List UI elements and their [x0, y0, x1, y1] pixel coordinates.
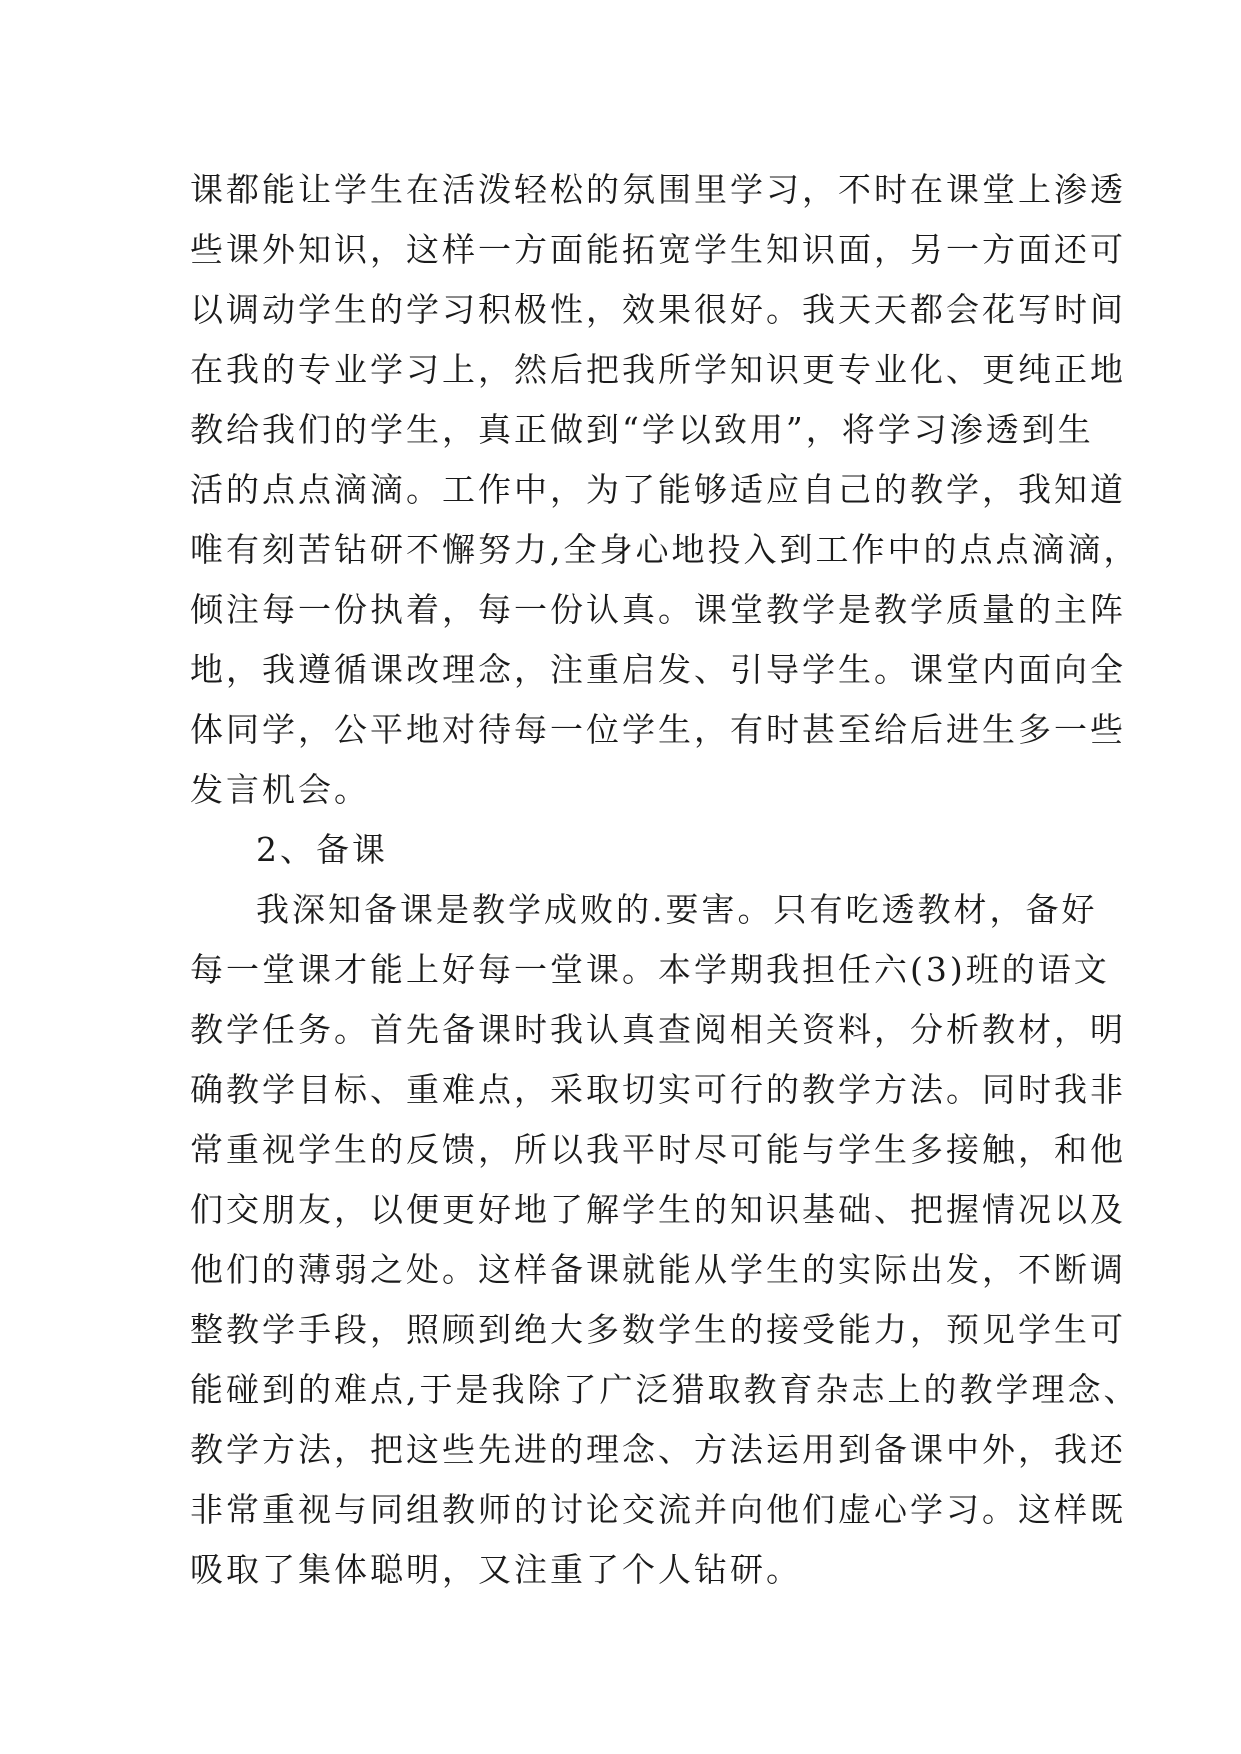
text-line: 非常重视与同组教师的讨论交流并向他们虚心学习。这样既 [190, 1490, 1126, 1529]
text-line: 能碰到的难点,于是我除了广泛猎取教育杂志上的教学理念、 [190, 1370, 1140, 1409]
text-line: 活的点点滴滴。工作中，为了能够适应自己的教学，我知道 [190, 470, 1126, 509]
text-line: 每一堂课才能上好每一堂课。本学期我担任六(3)班的语文 [190, 950, 1110, 989]
text-line: 他们的薄弱之处。这样备课就能从学生的实际出发，不断调 [190, 1250, 1126, 1289]
text-line: 常重视学生的反馈，所以我平时尽可能与学生多接触，和他 [190, 1130, 1126, 1169]
text-line: 体同学，公平地对待每一位学生，有时甚至给后进生多一些 [190, 710, 1126, 749]
text-line: 教学任务。首先备课时我认真查阅相关资料，分析教材，明 [190, 1010, 1126, 1049]
text-line: 教给我们的学生，真正做到“学以致用”，将学习渗透到生 [190, 410, 1094, 449]
text-line: 确教学目标、重难点，采取切实可行的教学方法。同时我非 [190, 1070, 1126, 1109]
text-line: 整教学手段，照顾到绝大多数学生的接受能力，预见学生可 [190, 1310, 1126, 1349]
text-line: 我深知备课是教学成败的.要害。只有吃透教材，备好 [256, 890, 1098, 929]
text-line: 倾注每一份执着，每一份认真。课堂教学是教学质量的主阵 [190, 590, 1126, 629]
paragraph-teaching [190, 160, 1140, 820]
text-line: 地，我遵循课改理念，注重启发、引导学生。课堂内面向全 [190, 650, 1126, 689]
text-line: 们交朋友，以便更好地了解学生的知识基础、把握情况以及 [190, 1190, 1126, 1229]
section-heading: 2、备课 [256, 830, 388, 869]
text-line: 唯有刻苦钻研不懈努力,全身心地投入到工作中的点点滴滴， [190, 530, 1140, 569]
text-line: 些课外知识，这样一方面能拓宽学生知识面，另一方面还可 [190, 230, 1126, 269]
paragraph-lesson-prep [190, 880, 1140, 1600]
document-body [190, 160, 1140, 1600]
text-line: 发言机会。 [190, 770, 370, 809]
text-line: 教学方法，把这些先进的理念、方法运用到备课中外，我还 [190, 1430, 1126, 1469]
text-line: 吸取了集体聪明，又注重了个人钻研。 [190, 1550, 802, 1589]
text-line: 课都能让学生在活泼轻松的氛围里学习，不时在课堂上渗透 [190, 170, 1126, 209]
text-line: 以调动学生的学习积极性，效果很好。我天天都会花写时间 [190, 290, 1126, 329]
text-line: 在我的专业学习上，然后把我所学知识更专业化、更纯正地 [190, 350, 1126, 389]
